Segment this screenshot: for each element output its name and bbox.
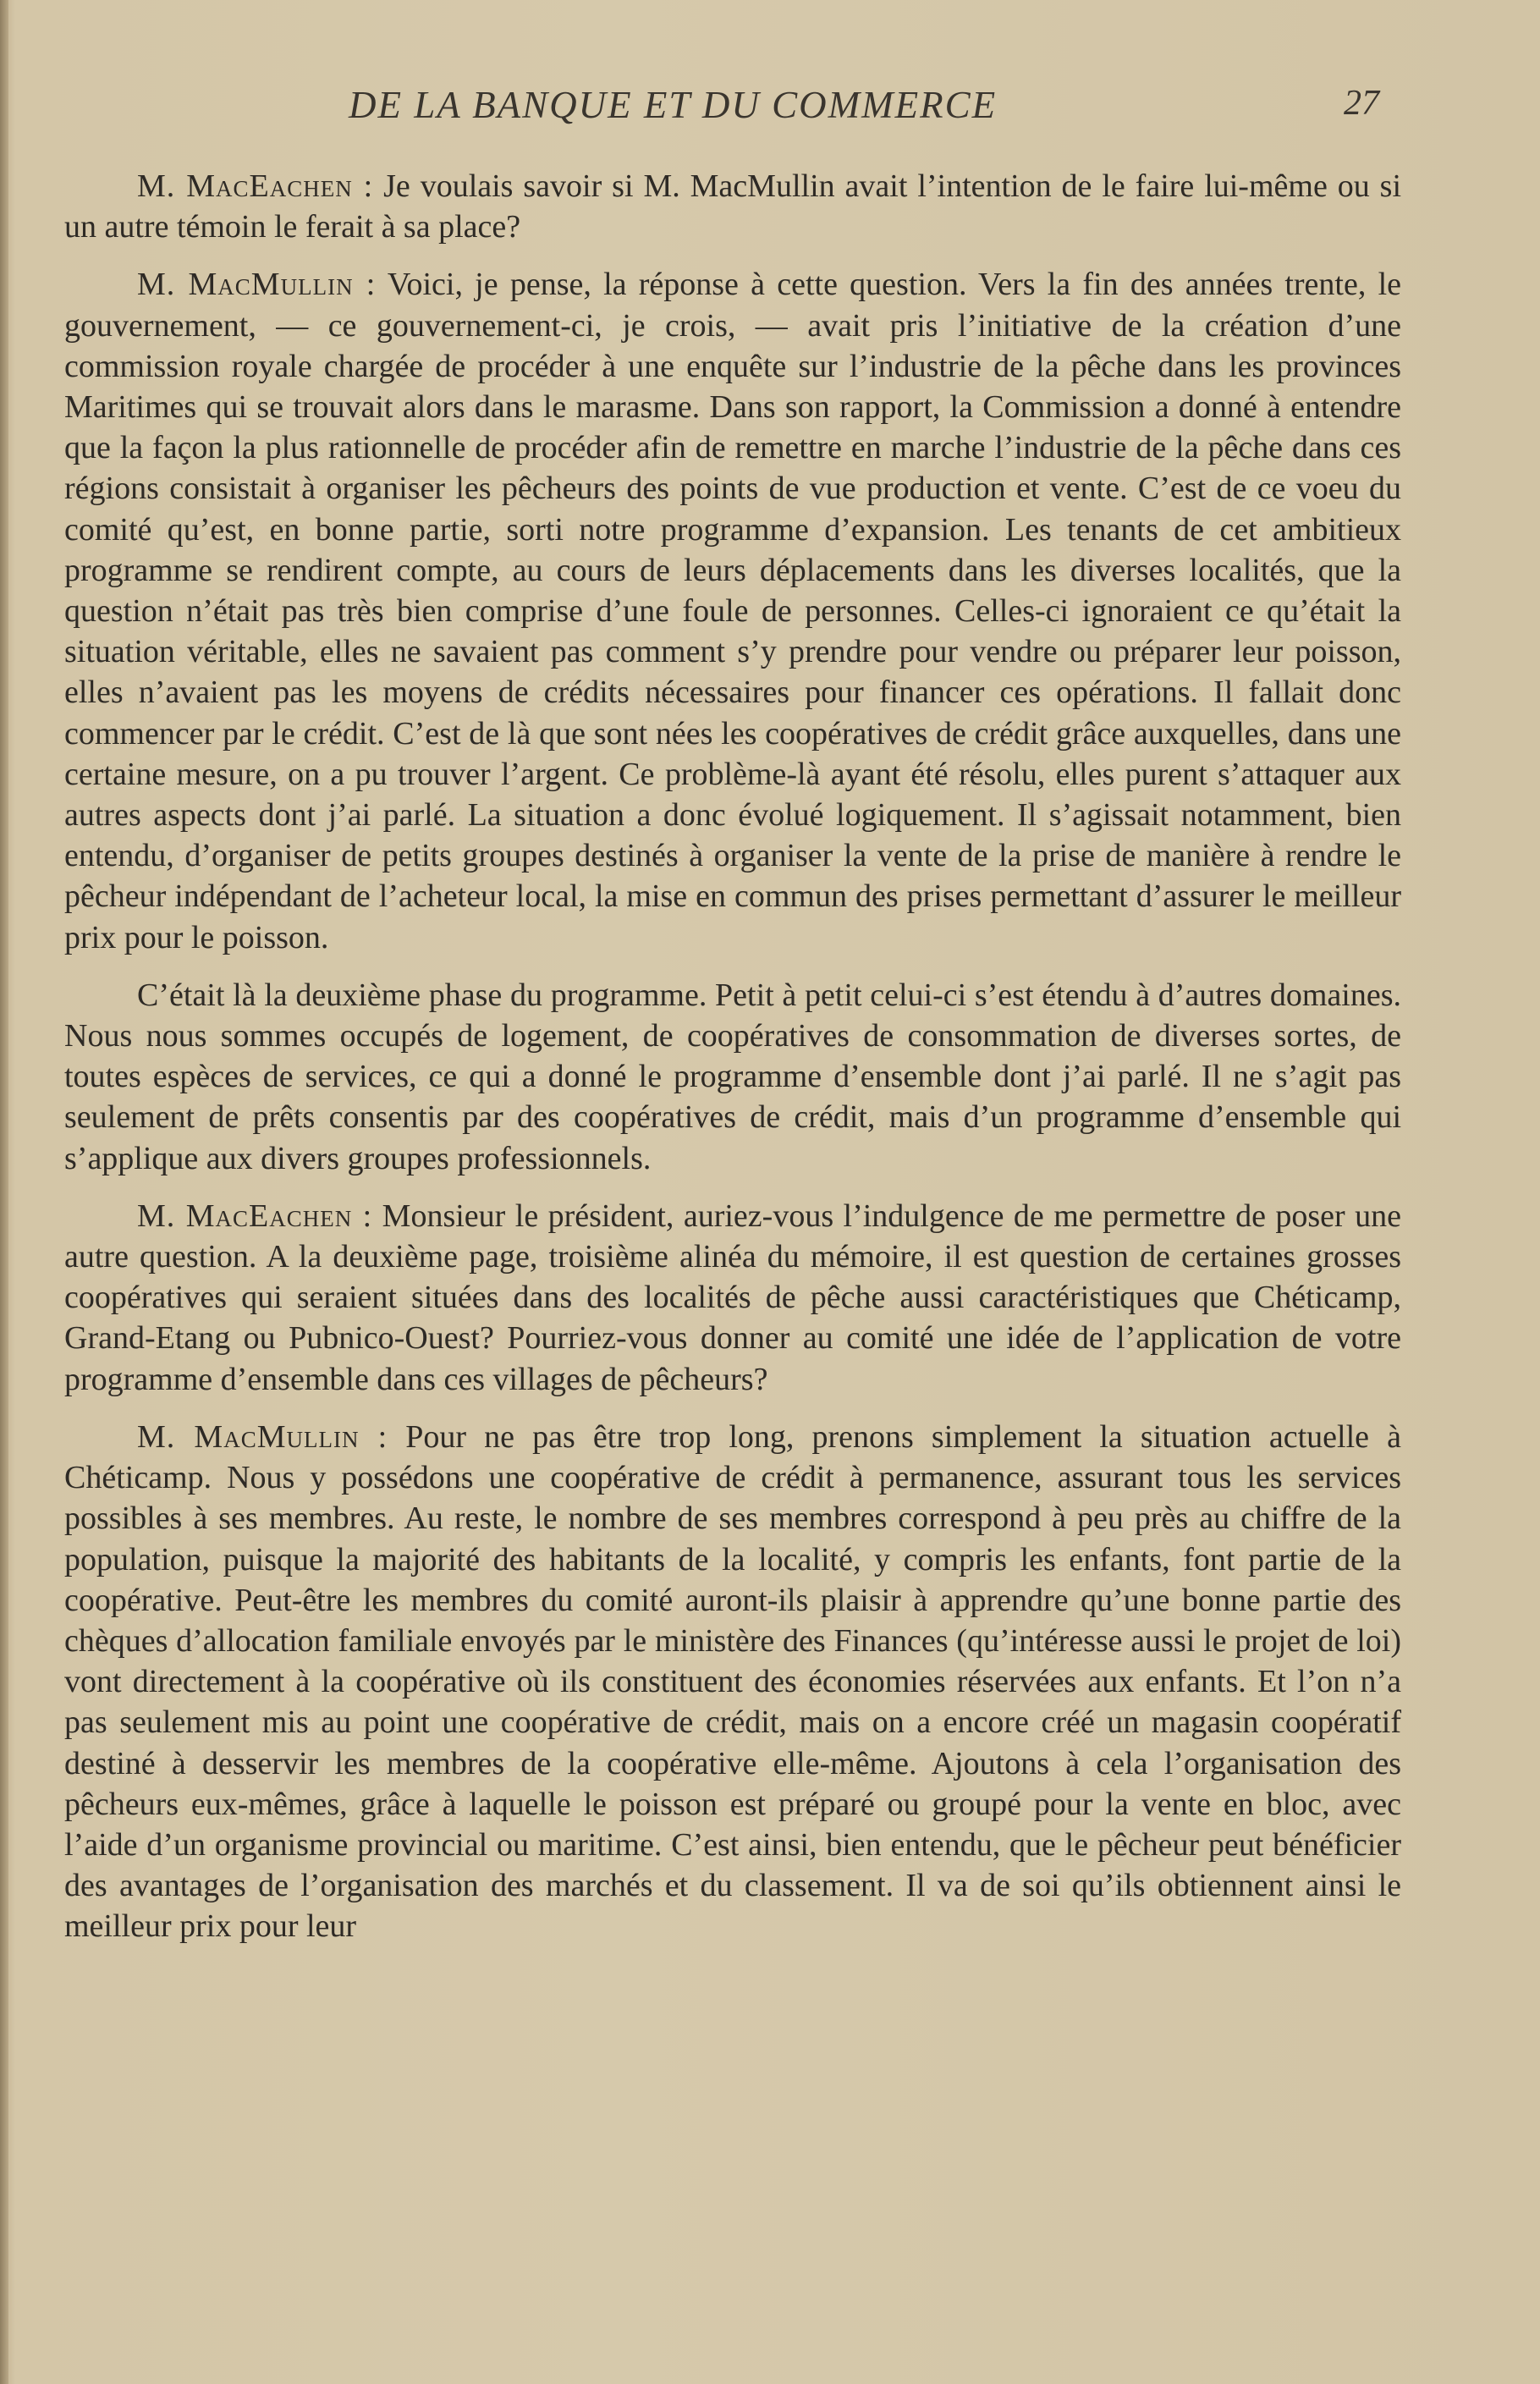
paragraph [64,166,1401,247]
speaker-name: M. MacMullin : [137,1418,388,1455]
speaker-name: M. MacMullin : [137,267,377,303]
running-header [0,83,1540,134]
text-column [64,166,1401,1964]
speaker-name: M. MacEachen : [137,168,374,204]
paragraph [64,1417,1401,1947]
paragraph-text: C’était là la deuxième phase du programme. Petit à petit celui-ci s’est étendu à d’autres domaines. Nous nous sommes occupés de logement, de coopératives de consommation de diverses sortes, de toutes espèces de services, ce qui a donné le programme d’ensemble dont j’ai parlé. Il ne s’agit pas seulement de prêts consentis par des coopératives de crédit, mais d’un programme d’ensemble qui s’applique aux divers groupes professionnels. [64,977,1401,1176]
paragraph [64,1196,1401,1400]
page-number: 27 [1344,84,1379,123]
paragraph [64,264,1401,957]
paragraph-text: Monsieur le président, auriez-vous l’indulgence de me permettre de poser une autre question. A la deuxième page, troisième alinéa du mémoire, il est question de certaines grosses coopératives qui seraient situées dans des localités de pêche aussi caractéristiques que Chéticamp, Grand-Etang ou Pubnico-Ouest? Pourriez-vous donner au comité une idée de l’application de votre programme d’ensemble dans ces villages de pêcheurs? [64,1198,1401,1397]
paragraph-text: Pour ne pas être trop long, prenons simplement la situation actuelle à Chéticamp. Nous y possédons une coopérative de crédit à permanence, assurant tous les services possibles à ses membres. Au reste, le nombre de ses membres correspond à peu près au chiffre de la population, puisque la majorité des habitants de la localité, y compris les enfants, font partie de la coopérative. Peut-être les membres du comité auront-ils plaisir à apprendre qu’une bonne partie des chèques d’allocation familiale envoyés par le ministère des Finances (qu’intéresse aussi le projet de loi) vont directement à la coopérative où ils constituent des économies réservées aux enfants. Et l’on n’a pas seulement mis au point une coopérative de crédit, mais on a encore créé un magasin coopératif destiné à desservir les membres de la coopérative elle-même. Ajoutons à cela l’organisation des pêcheurs eux-mêmes, grâce à laquelle le poisson est préparé ou groupé pour la vente en bloc, avec l’aide d’un organisme provincial ou maritime. C’est ainsi, bien entendu, que le pêcheur peut bénéficier des avantages de l’organisation des marchés et du classement. Il va de soi qu’ils obtiennent ainsi le meilleur prix pour leur [64,1418,1402,1945]
paragraph-text: Je voulais savoir si M. MacMullin avait l’intention de le faire lui-même ou si un autre témoin le ferait à sa place? [64,168,1401,245]
page-binding-edge [0,0,8,2384]
paragraph-text: Voici, je pense, la réponse à cette question. Vers la fin des années trente, le gouvernement, — ce gouvernement-ci, je crois, — avait pris l’initiative de la création d’une commission royale chargée de procéder à une enquête sur l’industrie de la pêche dans les provinces Maritimes qui se trouvait alors dans le marasme. Dans son rapport, la Commission a donné à entendre que la façon la plus rationnelle de procéder afin de remettre en marche l’industrie de la pêche dans ces régions consistait à organiser les pêcheurs des points de vue production et vente. C’est de ce voeu du comité qu’est, en bonne partie, sorti notre programme d’expansion. Les tenants de cet ambitieux programme se rendirent compte, au cours de leurs déplacements dans les diverses localités, que la question n’était pas très bien comprise d’une foule de personnes. Celles-ci ignoraient ce qu’était la situation véritable, elles ne savaient pas comment s’y prendre pour vendre ou préparer leur poisson, elles n’avaient pas les moyens de crédits nécessaires pour financer ces opérations. Il fallait donc commencer par le crédit. C’est de là que sont nées les coopératives de crédit grâce auxquelles, dans une certaine mesure, on a pu trouver l’argent. Ce problème-là ayant été résolu, elles purent s’attaquer aux autres aspects dont j’ai parlé. La situation a donc évolué logiquement. Il s’agissait notamment, bien entendu, d’organiser de petits groupes destinés à organiser la vente de la prise de manière à rendre le pêcheur indépendant de l’acheteur local, la mise en commun des prises permettant d’assurer le meilleur prix pour le poisson. [64,267,1401,955]
speaker-name: M. MacEachen : [137,1198,373,1234]
paragraph [64,975,1401,1179]
running-title: DE LA BANQUE ET DU COMMERCE [349,84,998,126]
